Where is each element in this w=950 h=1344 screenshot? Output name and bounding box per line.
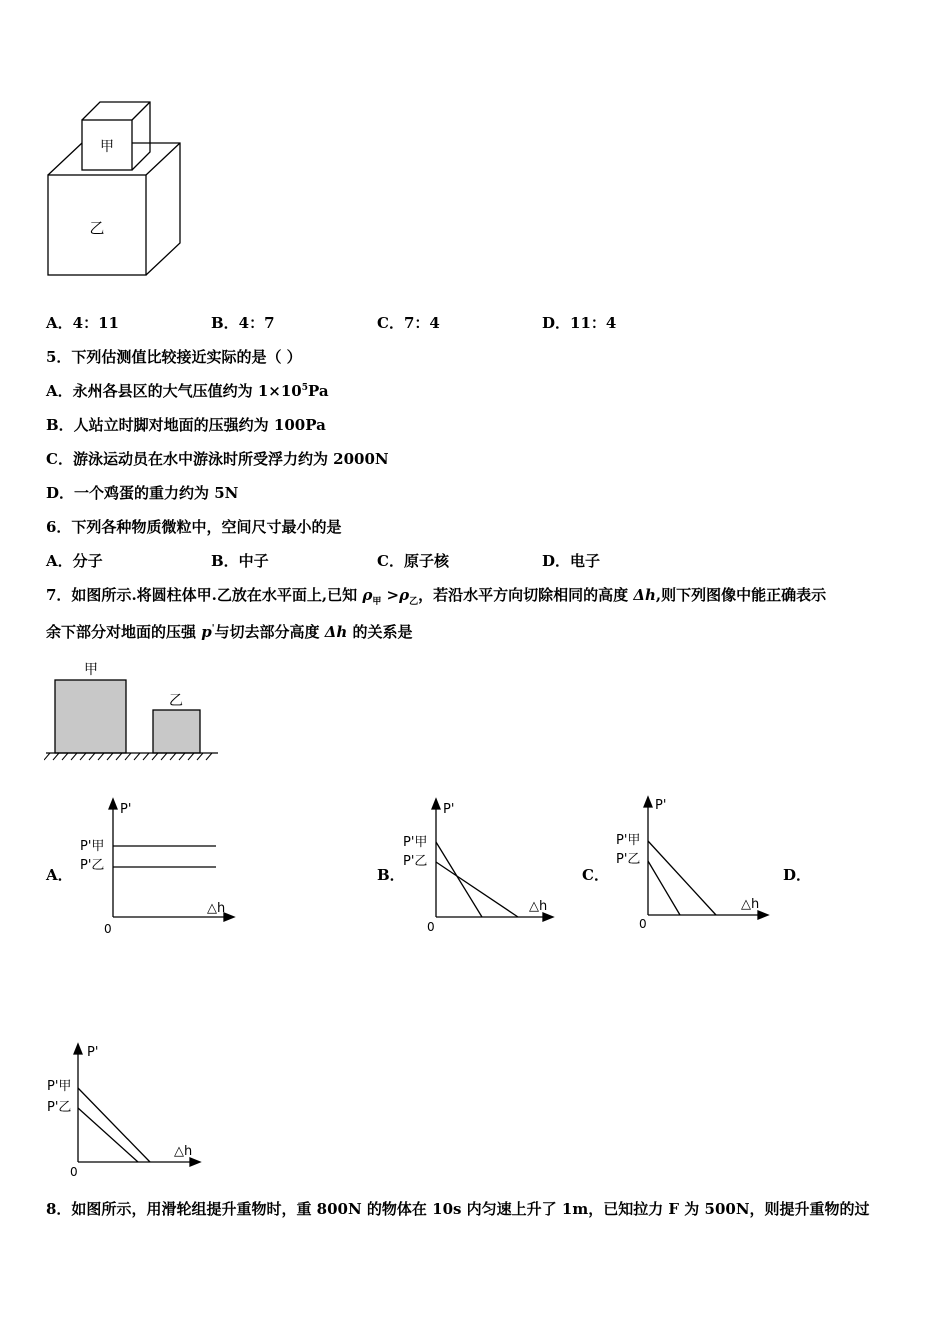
ground-hatch-mark (152, 753, 158, 760)
ground-hatch-mark (89, 753, 95, 760)
q7-option-b-label: B． (377, 866, 405, 884)
svg-text:0: 0 (104, 922, 112, 936)
q7-line1-part-a: 7．如图所示.将圆柱体甲.乙放在水平面上,已知 (46, 586, 363, 604)
q7-option-d-label: D． (783, 866, 812, 884)
graph-c (612, 793, 777, 938)
q5-option-a (46, 380, 329, 401)
ground-hatch-mark (125, 753, 131, 760)
ground-hatch-mark (170, 753, 176, 760)
cylinder-jia (55, 680, 126, 753)
q5-stem: 5．下列估测值比较接近实际的是（ ） (46, 348, 302, 366)
delta-h-2: Δh (324, 623, 348, 641)
delta-h: Δh (633, 586, 656, 604)
svg-text:0: 0 (70, 1165, 78, 1179)
cylinder-yi (153, 710, 200, 753)
q8-stem: 8．如图所示，用滑轮组提升重物时，重 800N 的物体在 10s 内匀速上升了 1m，已知拉力 F 为 500N，则提升重物的过 (46, 1200, 870, 1218)
ground-hatch-mark (188, 753, 194, 760)
cube-bottom-label: 乙 (89, 219, 105, 237)
svg-text:△h: △h (174, 1144, 193, 1159)
q4-option-d: D．11：4 (542, 314, 617, 332)
ground-hatch-mark (206, 753, 212, 760)
q5-option-a-text: A．永州各县区的大气压值约为 1×10 (46, 382, 302, 400)
q4-option-a: A．4：11 (46, 314, 119, 332)
q6-option-b: B．中子 (211, 552, 269, 570)
ground-hatch-mark (197, 753, 203, 760)
q6-option-a: A．分子 (46, 552, 103, 570)
q6-option-d: D．电子 (542, 552, 601, 570)
svg-text:P'乙: P'乙 (403, 854, 428, 869)
ground-hatch-mark (107, 753, 113, 760)
cube-top-label: 甲 (100, 139, 114, 155)
ground-hatch-mark (71, 753, 77, 760)
ground-hatch-mark (53, 753, 59, 760)
graph-b (402, 795, 562, 940)
svg-text:△h: △h (529, 899, 548, 914)
pressure-symbol: p (201, 623, 212, 641)
svg-text:P'甲: P'甲 (616, 833, 641, 848)
q5-option-a-exponent: 5 (301, 383, 309, 393)
svg-text:0: 0 (639, 917, 647, 931)
q7-line1-part-c: ,则下列图像中能正确表示 (655, 586, 827, 604)
ground-hatch-mark (179, 753, 185, 760)
q4-option-b: B．4：7 (211, 314, 275, 332)
svg-text:P'乙: P'乙 (47, 1100, 72, 1115)
ground-hatch-mark (143, 753, 149, 760)
svg-text:0: 0 (427, 920, 435, 934)
q7-option-a-label: A． (46, 866, 73, 884)
q5-option-b: B．人站立时脚对地面的压强约为 100Pa (46, 416, 326, 434)
rho-sub-yi: 乙 (409, 597, 419, 607)
q5-option-c: C．游泳运动员在水中游泳时所受浮力约为 2000N (46, 450, 389, 468)
cylinder-jia-label: 甲 (84, 662, 98, 678)
q7-option-c-label: C． (582, 866, 609, 884)
greater-than: > (381, 586, 400, 604)
q7-stem-line2 (46, 621, 413, 642)
ground-hatch-mark (98, 753, 104, 760)
svg-text:P': P' (655, 798, 667, 813)
svg-text:P'甲: P'甲 (47, 1079, 72, 1094)
rho-symbol: ρ (362, 586, 373, 604)
q7-line2-part-a: 余下部分对地面的压强 (46, 623, 202, 641)
svg-text:P': P' (443, 802, 455, 817)
svg-text:P'乙: P'乙 (616, 852, 641, 867)
ground-hatch-mark (134, 753, 140, 760)
q4-option-c: C．7：4 (377, 314, 440, 332)
q7-stem-line1 (46, 584, 826, 607)
cylinders-figure (44, 655, 224, 765)
q6-option-c: C．原子核 (377, 552, 449, 570)
rho-sub-jia: 甲 (372, 597, 382, 607)
svg-text:△h: △h (741, 897, 760, 912)
cylinder-yi-label: 乙 (169, 693, 183, 709)
graph-a (76, 795, 241, 940)
q7-line1-part-b: ，若沿水平方向切除相同的高度 (418, 586, 634, 604)
svg-text:P'甲: P'甲 (403, 835, 428, 850)
svg-text:△h: △h (207, 901, 226, 916)
stacked-cubes-figure (40, 95, 190, 285)
svg-text:P'乙: P'乙 (80, 858, 105, 873)
q5-option-a-unit: Pa (308, 382, 329, 400)
q5-option-d: D．一个鸡蛋的重力约为 5N (46, 484, 239, 502)
prime-mark: ' (211, 624, 215, 634)
graph-d (42, 1038, 207, 1183)
q7-line2-part-b: 与切去部分高度 (214, 623, 325, 641)
rho-symbol-2: ρ (399, 586, 410, 604)
q7-line2-part-c: 的关系是 (347, 623, 413, 641)
ground-hatch-mark (80, 753, 86, 760)
ground-hatch-mark (116, 753, 122, 760)
ground-hatch-mark (62, 753, 68, 760)
svg-text:P': P' (120, 802, 132, 817)
svg-text:P': P' (87, 1045, 99, 1060)
ground-hatch-mark (44, 753, 50, 760)
svg-text:P'甲: P'甲 (80, 839, 105, 854)
q6-stem: 6．下列各种物质微粒中，空间尺寸最小的是 (46, 518, 342, 536)
ground-hatch-mark (161, 753, 167, 760)
